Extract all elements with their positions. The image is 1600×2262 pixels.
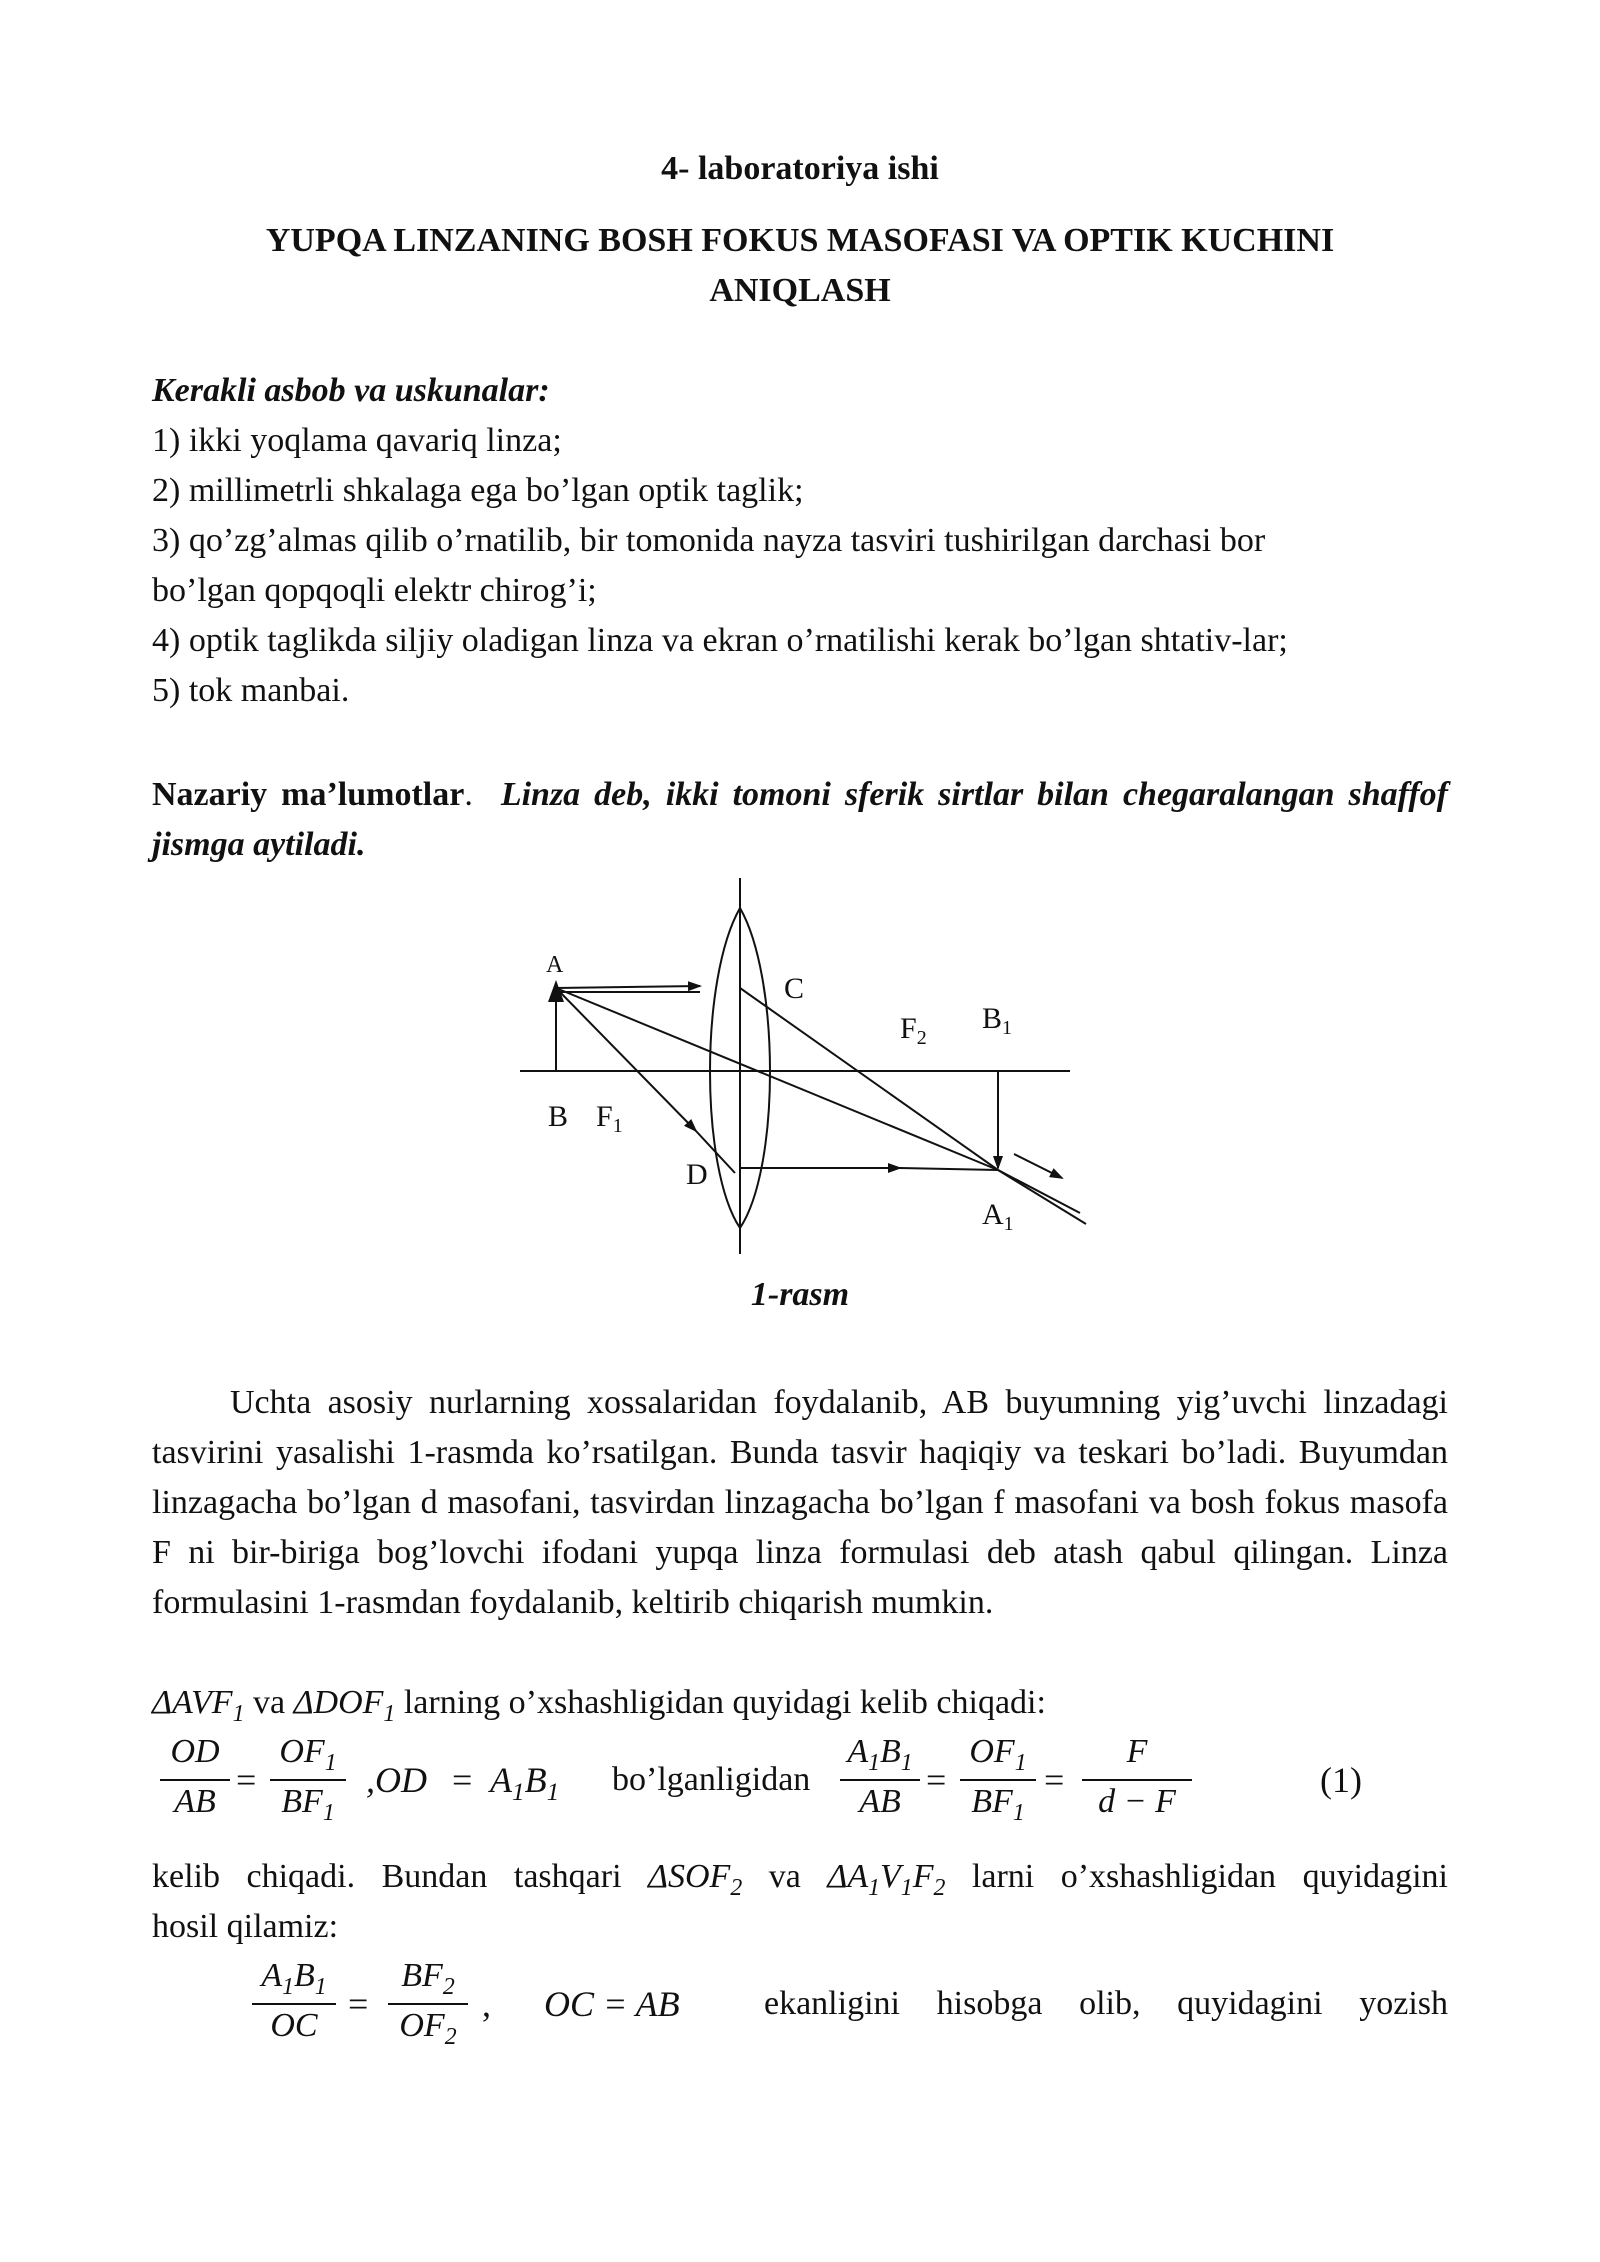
label-f2: $F_2$: [900, 1012, 927, 1049]
equipment-item: 4) optik taglikda siljiy oladigan linza va ekran o’rnatilishi kerak bo’lgan shtativ-lar;: [152, 622, 1288, 659]
lab-number: 4- laboratoriya ishi: [661, 150, 939, 187]
lens-definition: Linza deb, ikki tomoni sferik sirtlar bilan chegaralangan shaffof jismga aytiladi.: [152, 776, 1449, 863]
title-line-2: ANIQLASH: [709, 272, 891, 309]
equipment-item: 2) millimetrli shkalaga ega bo’lgan optik taglik;: [152, 472, 804, 509]
similarity-line: $\Delta AVF_1$ va $\Delta DOF_1$ larning o’xshashligidan quyidagi kelib chiqadi:: [152, 1684, 1046, 1727]
equation-1: OD AB = $OF_1$ $BF_1$ ,OD = $A_1B_1$ bo’lganligidan $A_1B_1$ AB = $OF_1$ $BF_1$ = F d − F (1): [152, 1732, 1448, 1842]
equipment-item: 1) ikki yoqlama qavariq linza;: [152, 422, 562, 459]
hosil-line: hosil qilamiz:: [152, 1908, 339, 1945]
equipment-section: [152, 366, 1448, 716]
label-b1: $B_1$: [982, 1002, 1013, 1039]
equation-2: $A_1B_1$ OC = $BF_2$ $OF_2$ , OC = AB ekanligini hisobga olib, quyidagini yozish: [152, 1956, 1448, 2066]
equipment-item: bo’lgan qopqoqli elektr chirog’i;: [152, 572, 597, 609]
theory-label: Nazariy ma’lumotlar: [152, 776, 465, 813]
page-title: [152, 216, 1448, 316]
theory-dot: .: [464, 776, 473, 813]
title-line-1: YUPQA LINZANING BOSH FOKUS MASOFASI VA OPTIK KUCHINI: [265, 222, 1335, 259]
ray-parallel-in: [556, 986, 700, 988]
ray-exit-arrow: [1014, 1154, 1062, 1178]
label-a1: $A_1$: [982, 1198, 1014, 1235]
equipment-item: 3) qo’zg’almas qilib o’rnatilib, bir tomonida nayza tasviri tushirilgan darchasi bor: [152, 522, 1266, 559]
label-f1: $F_1$: [596, 1100, 623, 1137]
equipment-item: 5) tok manbai.: [152, 672, 350, 709]
label-c: C: [784, 972, 805, 1005]
ray-parallel-out-cont: [900, 1168, 998, 1170]
label-b: B: [548, 1100, 569, 1133]
figure-caption: 1-rasm: [750, 1276, 850, 1313]
line-after-eq1: kelib chiqadi. Bundan tashqari $\Delta SOF_2$ va $\Delta A_1V_1F_2$ larni o’xshashligidan quyidagini: [152, 1858, 1448, 1901]
label-d: D: [686, 1158, 708, 1191]
body-paragraph: Uchta asosiy nurlarning xossalaridan foydalanib, AB buyumning yig’uvchi linzadagi tasvirini yasalishi 1-rasmda ko’rsatilgan. Bunda tasvir haqiqiy va teskari bo’ladi. Buyumdan linzagacha bo’lgan d masofani, tasvirdan linzagacha bo’lgan f masofani va bosh fokus masofa F ni bir-biriga bog’lovchi ifodani yupqa linza formulasi deb atash qabul qilingan. Linza formulasini 1-rasmdan foydalanib, keltirib chiqarish mumkin.: [152, 1384, 1448, 1621]
label-a: A: [546, 952, 564, 978]
theory-paragraph: [152, 770, 1448, 870]
ray-through-f1: [556, 988, 696, 1131]
equipment-heading: Kerakli asbob va uskunalar:: [152, 372, 550, 409]
lens-ray-diagram: [500, 868, 1100, 1268]
equation-number: (1): [1320, 1760, 1362, 1800]
